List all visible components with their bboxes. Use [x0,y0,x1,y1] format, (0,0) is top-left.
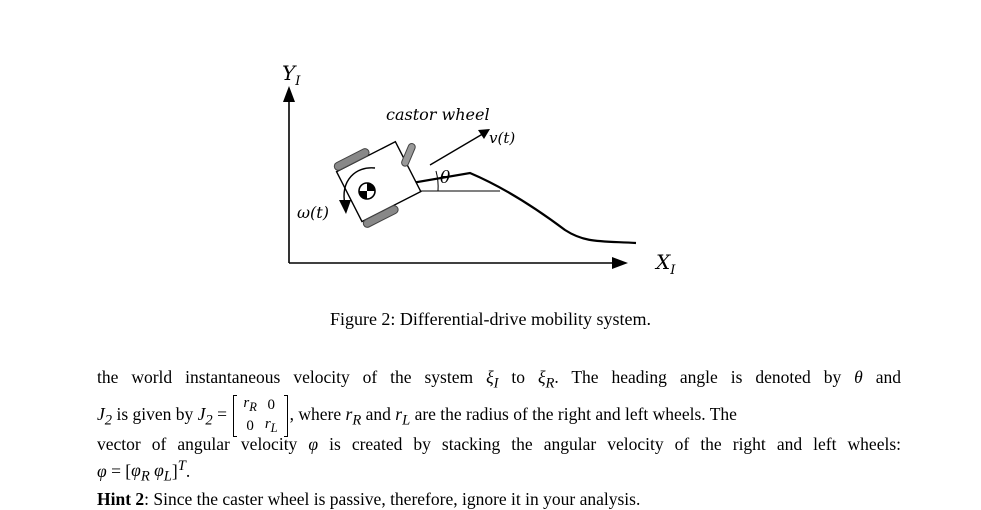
j2-matrix: $r_R$ 0 0 $r_L$ [233,395,287,437]
castor-wheel-label: castor wheel [386,105,490,124]
angular-velocity-label: ω(t) [297,203,329,222]
angular-velocity-arrow-icon [339,200,351,214]
body-line-4: $\varphi = [\varphi_R$ $\varphi_L]^T$. [97,457,191,485]
castor-wheel-icon [401,142,417,167]
x-axis-arrow-icon [612,257,628,269]
velocity-arrow [430,132,486,165]
hint-label: Hint 2 [97,488,145,509]
hint-line [97,488,901,510]
theta-arc [436,171,438,191]
body-line-1: the world instantaneous velocity of the system $\xi_I$ to $\xi_R$. The heading angle is denoted by θ and [97,367,901,392]
body-paragraph [97,366,901,510]
y-axis [283,86,295,263]
theta-label: θ [440,168,451,188]
body-line-3: vector of angular velocity φ is created by stacking the angular velocity of the right and left wheels: [97,433,901,454]
robot [333,127,440,229]
y-axis-arrow-icon [283,86,295,102]
x-axis [289,257,628,269]
axle-center-icon [359,183,375,199]
body-line-2: $J_2$ is given by $J_2$ = $r_R$ 0 0 $r_L$ , where $r_R$ and $r_L$ are the radius of the right and left wheels. The [97,394,737,435]
y-axis-label: $Y_I$ [282,61,301,89]
velocity-label: v(t) [489,129,516,147]
figure-caption: Figure 2: Differential-drive mobility system. [329,309,652,329]
x-axis-label: $X_I$ [656,250,676,278]
hint-text: : Since the caster wheel is passive, therefore, ignore it in your analysis. [144,488,641,509]
